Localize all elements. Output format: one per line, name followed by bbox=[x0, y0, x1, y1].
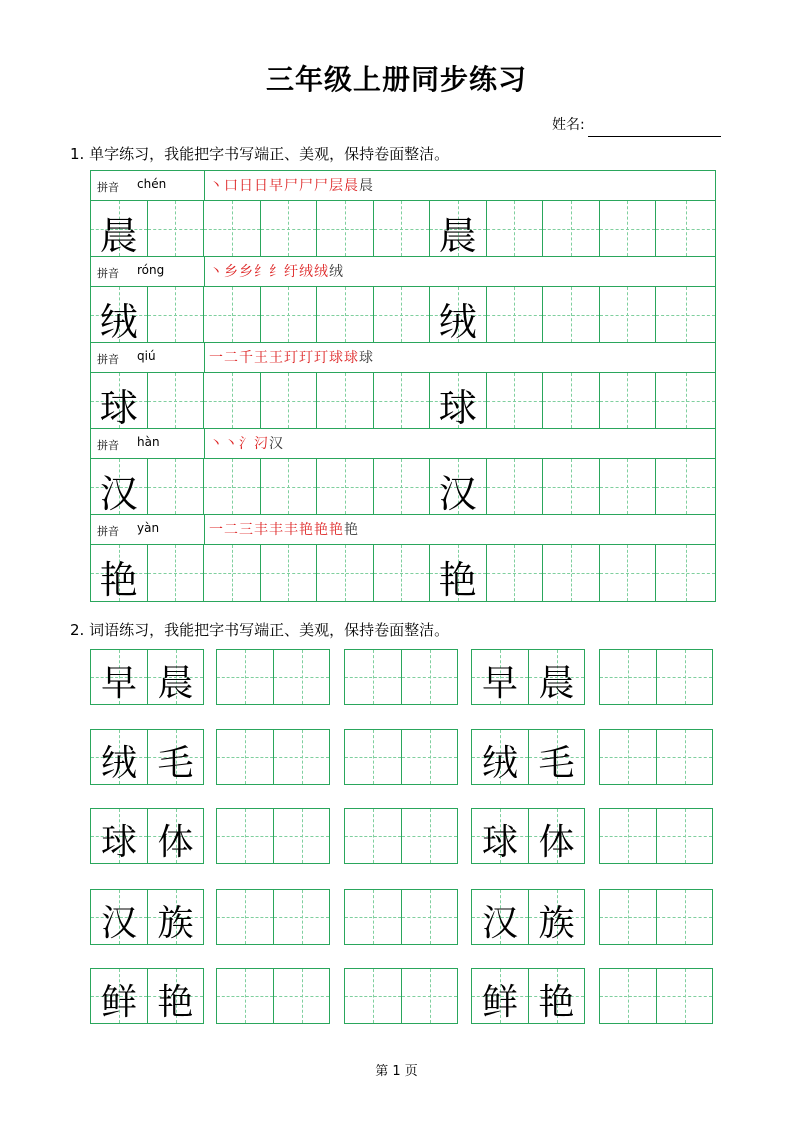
word-char-cell bbox=[472, 969, 528, 1023]
word-writing-cell[interactable] bbox=[656, 809, 712, 863]
word-writing-cell[interactable] bbox=[600, 890, 656, 944]
word-char: 艳 bbox=[538, 982, 575, 1023]
word-writing-cell[interactable] bbox=[273, 650, 329, 704]
pinyin-divider bbox=[204, 343, 205, 372]
word-char: 体 bbox=[538, 822, 575, 863]
word-writing-cell[interactable] bbox=[656, 650, 712, 704]
stroke-step: 球 bbox=[344, 350, 359, 366]
stroke-step: 一 bbox=[209, 350, 224, 366]
writing-cell[interactable] bbox=[543, 459, 600, 514]
word-model-box bbox=[471, 729, 585, 785]
word-writing-cell[interactable] bbox=[401, 650, 457, 704]
stroke-order bbox=[209, 175, 374, 195]
stroke-step: 丶 bbox=[224, 436, 239, 452]
word-writing-box[interactable] bbox=[599, 649, 713, 705]
word-writing-cell[interactable] bbox=[273, 969, 329, 1023]
stroke-step: 纟 bbox=[254, 264, 269, 280]
writing-cell[interactable] bbox=[148, 545, 205, 601]
word-writing-box[interactable] bbox=[344, 889, 458, 945]
word-writing-box[interactable] bbox=[216, 889, 330, 945]
word-char: 汉 bbox=[481, 903, 518, 944]
pinyin-value: chén bbox=[137, 177, 167, 191]
model-char-cell bbox=[91, 545, 148, 601]
writing-cell[interactable] bbox=[600, 373, 657, 428]
stroke-step: 纡 bbox=[284, 264, 299, 280]
stroke-step: 日 bbox=[239, 178, 254, 194]
word-char: 早 bbox=[100, 663, 137, 704]
stroke-step: 汉 bbox=[269, 436, 284, 452]
writing-cell[interactable] bbox=[374, 545, 431, 601]
word-char: 球 bbox=[481, 822, 518, 863]
word-writing-box[interactable] bbox=[599, 968, 713, 1024]
writing-cell[interactable] bbox=[148, 287, 205, 342]
char-row bbox=[91, 201, 715, 257]
writing-cell[interactable] bbox=[487, 287, 544, 342]
page-title: 三年级上册同步练习 bbox=[265, 63, 527, 96]
word-writing-cell[interactable] bbox=[217, 969, 273, 1023]
word-char-cell bbox=[472, 650, 528, 704]
word-writing-cell[interactable] bbox=[345, 890, 401, 944]
pinyin-row bbox=[91, 343, 715, 373]
writing-cell[interactable] bbox=[148, 459, 205, 514]
writing-cell[interactable] bbox=[374, 373, 431, 428]
writing-cell[interactable] bbox=[543, 287, 600, 342]
stroke-step: 丰 bbox=[284, 522, 299, 538]
pinyin-row bbox=[91, 257, 715, 287]
model-char: 汉 bbox=[99, 472, 138, 516]
pinyin-divider bbox=[204, 429, 205, 458]
word-char-cell bbox=[472, 890, 528, 944]
stroke-step: 王 bbox=[254, 350, 269, 366]
writing-cell[interactable] bbox=[600, 545, 657, 601]
stroke-step: 晨 bbox=[344, 178, 359, 194]
trace-char-cell[interactable] bbox=[430, 201, 487, 256]
stroke-step: 丰 bbox=[269, 522, 284, 538]
stroke-step: 尸 bbox=[314, 178, 329, 194]
stroke-step: 日 bbox=[254, 178, 269, 194]
pinyin-divider bbox=[204, 515, 205, 544]
word-char: 族 bbox=[157, 903, 194, 944]
word-char-cell bbox=[147, 969, 203, 1023]
page-footer: 第 1 页 bbox=[375, 1064, 418, 1079]
word-writing-cell[interactable] bbox=[345, 730, 401, 784]
writing-cell[interactable] bbox=[543, 201, 600, 256]
word-writing-cell[interactable] bbox=[401, 969, 457, 1023]
word-writing-cell[interactable] bbox=[656, 969, 712, 1023]
word-char-cell bbox=[147, 730, 203, 784]
writing-cell[interactable] bbox=[656, 373, 715, 428]
trace-char-cell[interactable] bbox=[430, 545, 487, 601]
model-char: 艳 bbox=[99, 558, 138, 602]
writing-cell[interactable] bbox=[317, 373, 374, 428]
pinyin-label: 拼音 bbox=[97, 525, 119, 538]
stroke-step: 球 bbox=[329, 350, 344, 366]
word-char: 晨 bbox=[157, 663, 194, 704]
word-char-cell bbox=[472, 809, 528, 863]
trace-char-cell[interactable] bbox=[430, 373, 487, 428]
pinyin-divider bbox=[204, 171, 205, 200]
trace-char-cell[interactable] bbox=[430, 459, 487, 514]
word-char: 族 bbox=[538, 903, 575, 944]
word-writing-cell[interactable] bbox=[273, 730, 329, 784]
single-char-grid bbox=[90, 170, 716, 602]
writing-cell[interactable] bbox=[261, 545, 318, 601]
word-writing-cell[interactable] bbox=[273, 809, 329, 863]
trace-char: 汉 bbox=[438, 472, 477, 516]
pinyin-label: 拼音 bbox=[97, 439, 119, 452]
pinyin-row bbox=[91, 171, 715, 201]
word-char: 艳 bbox=[157, 982, 194, 1023]
stroke-step: 丶 bbox=[209, 436, 224, 452]
word-char: 毛 bbox=[157, 743, 194, 784]
stroke-order bbox=[209, 433, 284, 453]
word-model-box bbox=[90, 649, 204, 705]
word-model-box bbox=[90, 889, 204, 945]
char-row bbox=[91, 373, 715, 429]
section1-title: 1. 单字练习，我能把字书写端正、美观，保持卷面整洁。 bbox=[70, 145, 450, 163]
pinyin-value: qiú bbox=[137, 349, 156, 363]
stroke-step: 王 bbox=[269, 350, 284, 366]
pinyin-row bbox=[91, 429, 715, 459]
stroke-step: 艳 bbox=[344, 522, 359, 538]
word-char: 晨 bbox=[538, 663, 575, 704]
writing-cell[interactable] bbox=[600, 201, 657, 256]
word-writing-cell[interactable] bbox=[273, 890, 329, 944]
section2-title: 2. 词语练习，我能把字书写端正、美观，保持卷面整洁。 bbox=[70, 621, 450, 639]
writing-cell[interactable] bbox=[261, 373, 318, 428]
word-char-cell bbox=[91, 650, 147, 704]
stroke-order bbox=[209, 519, 359, 539]
writing-cell[interactable] bbox=[204, 287, 261, 342]
word-writing-cell[interactable] bbox=[217, 890, 273, 944]
word-writing-cell[interactable] bbox=[401, 890, 457, 944]
pinyin-value: róng bbox=[137, 263, 165, 277]
word-writing-cell[interactable] bbox=[600, 809, 656, 863]
word-writing-box[interactable] bbox=[344, 729, 458, 785]
word-char: 汉 bbox=[100, 903, 137, 944]
writing-cell[interactable] bbox=[204, 373, 261, 428]
model-char: 绒 bbox=[99, 300, 138, 344]
stroke-step: 绒 bbox=[314, 264, 329, 280]
model-char: 晨 bbox=[99, 214, 138, 258]
pinyin-divider bbox=[204, 257, 205, 286]
char-row bbox=[91, 545, 715, 601]
stroke-step: 玎 bbox=[314, 350, 329, 366]
stroke-step: 汈 bbox=[254, 436, 269, 452]
pinyin-label: 拼音 bbox=[97, 267, 119, 280]
word-char: 鲜 bbox=[481, 982, 518, 1023]
word-writing-cell[interactable] bbox=[217, 650, 273, 704]
word-writing-cell[interactable] bbox=[345, 650, 401, 704]
writing-cell[interactable] bbox=[374, 459, 431, 514]
word-writing-cell[interactable] bbox=[656, 890, 712, 944]
stroke-step: 二 bbox=[224, 350, 239, 366]
writing-cell[interactable] bbox=[148, 201, 205, 256]
stroke-order bbox=[209, 261, 344, 281]
pinyin-value: hàn bbox=[137, 435, 160, 449]
stroke-step: 艳 bbox=[314, 522, 329, 538]
trace-char-cell[interactable] bbox=[430, 287, 487, 342]
word-writing-cell[interactable] bbox=[345, 809, 401, 863]
word-char: 早 bbox=[481, 663, 518, 704]
writing-cell[interactable] bbox=[204, 459, 261, 514]
word-char-cell bbox=[147, 809, 203, 863]
word-char-cell bbox=[91, 809, 147, 863]
stroke-step: 三 bbox=[239, 522, 254, 538]
word-char-cell bbox=[528, 969, 584, 1023]
stroke-step: 丶 bbox=[209, 264, 224, 280]
word-writing-box[interactable] bbox=[216, 808, 330, 864]
writing-cell[interactable] bbox=[261, 201, 318, 256]
writing-cell[interactable] bbox=[374, 201, 431, 256]
name-input-line[interactable] bbox=[588, 136, 721, 137]
stroke-step: 二 bbox=[224, 522, 239, 538]
word-writing-box[interactable] bbox=[216, 968, 330, 1024]
word-writing-box[interactable] bbox=[599, 889, 713, 945]
writing-cell[interactable] bbox=[543, 545, 600, 601]
stroke-step: 球 bbox=[359, 350, 374, 366]
pinyin-label: 拼音 bbox=[97, 353, 119, 366]
stroke-step: 尸 bbox=[299, 178, 314, 194]
stroke-step: 口 bbox=[224, 178, 239, 194]
writing-cell[interactable] bbox=[656, 287, 715, 342]
word-writing-cell[interactable] bbox=[656, 730, 712, 784]
word-writing-box[interactable] bbox=[216, 729, 330, 785]
word-char-cell bbox=[91, 969, 147, 1023]
stroke-step: 尸 bbox=[284, 178, 299, 194]
stroke-step: 丶 bbox=[209, 178, 224, 194]
stroke-step: 艳 bbox=[329, 522, 344, 538]
writing-cell[interactable] bbox=[656, 459, 715, 514]
model-char-cell bbox=[91, 459, 148, 514]
stroke-step: 绒 bbox=[329, 264, 344, 280]
writing-cell[interactable] bbox=[261, 459, 318, 514]
word-char-cell bbox=[147, 890, 203, 944]
word-char-cell bbox=[472, 730, 528, 784]
word-char: 鲜 bbox=[100, 982, 137, 1023]
stroke-step: 层 bbox=[329, 178, 344, 194]
char-row bbox=[91, 459, 715, 515]
word-writing-box[interactable] bbox=[599, 729, 713, 785]
model-char: 球 bbox=[99, 386, 138, 430]
char-row bbox=[91, 287, 715, 343]
stroke-step: 玎 bbox=[299, 350, 314, 366]
writing-cell[interactable] bbox=[317, 287, 374, 342]
word-char: 毛 bbox=[538, 743, 575, 784]
writing-cell[interactable] bbox=[656, 545, 715, 601]
stroke-step: 早 bbox=[269, 178, 284, 194]
writing-cell[interactable] bbox=[487, 201, 544, 256]
word-model-box bbox=[471, 889, 585, 945]
writing-cell[interactable] bbox=[374, 287, 431, 342]
word-model-box bbox=[471, 968, 585, 1024]
model-char-cell bbox=[91, 287, 148, 342]
word-char: 绒 bbox=[481, 743, 518, 784]
stroke-step: 乡 bbox=[239, 264, 254, 280]
writing-cell[interactable] bbox=[317, 545, 374, 601]
word-char: 球 bbox=[100, 822, 137, 863]
stroke-step: 千 bbox=[239, 350, 254, 366]
word-char-cell bbox=[91, 890, 147, 944]
writing-cell[interactable] bbox=[317, 459, 374, 514]
stroke-step: 晨 bbox=[359, 178, 374, 194]
word-model-box bbox=[90, 808, 204, 864]
word-char-cell bbox=[528, 890, 584, 944]
stroke-step: 纟 bbox=[269, 264, 284, 280]
stroke-step: 艳 bbox=[299, 522, 314, 538]
word-model-box bbox=[471, 649, 585, 705]
writing-cell[interactable] bbox=[261, 287, 318, 342]
word-char-cell bbox=[528, 809, 584, 863]
writing-cell[interactable] bbox=[487, 373, 544, 428]
pinyin-value: yàn bbox=[137, 521, 160, 535]
word-char: 体 bbox=[157, 822, 194, 863]
word-writing-box[interactable] bbox=[216, 649, 330, 705]
stroke-step: 乡 bbox=[224, 264, 239, 280]
trace-char: 晨 bbox=[438, 214, 477, 258]
word-writing-cell[interactable] bbox=[217, 809, 273, 863]
writing-cell[interactable] bbox=[204, 201, 261, 256]
writing-cell[interactable] bbox=[204, 545, 261, 601]
writing-cell[interactable] bbox=[487, 545, 544, 601]
stroke-step: 玎 bbox=[284, 350, 299, 366]
stroke-step: 绒 bbox=[299, 264, 314, 280]
pinyin-label: 拼音 bbox=[97, 181, 119, 194]
word-model-box bbox=[90, 968, 204, 1024]
word-writing-cell[interactable] bbox=[401, 809, 457, 863]
model-char-cell bbox=[91, 373, 148, 428]
writing-cell[interactable] bbox=[656, 201, 715, 256]
stroke-step: 丰 bbox=[254, 522, 269, 538]
word-writing-cell[interactable] bbox=[600, 650, 656, 704]
writing-cell[interactable] bbox=[148, 373, 205, 428]
word-writing-cell[interactable] bbox=[345, 969, 401, 1023]
word-char-cell bbox=[147, 650, 203, 704]
stroke-order bbox=[209, 347, 374, 367]
pinyin-row bbox=[91, 515, 715, 545]
word-char-cell bbox=[528, 730, 584, 784]
word-model-box bbox=[90, 729, 204, 785]
stroke-step: 一 bbox=[209, 522, 224, 538]
word-writing-box[interactable] bbox=[344, 649, 458, 705]
writing-cell[interactable] bbox=[600, 459, 657, 514]
writing-cell[interactable] bbox=[600, 287, 657, 342]
word-model-box bbox=[471, 808, 585, 864]
word-writing-cell[interactable] bbox=[600, 730, 656, 784]
writing-cell[interactable] bbox=[543, 373, 600, 428]
word-writing-box[interactable] bbox=[599, 808, 713, 864]
word-char-cell bbox=[91, 730, 147, 784]
word-char: 绒 bbox=[100, 743, 137, 784]
word-char-cell bbox=[528, 650, 584, 704]
model-char-cell bbox=[91, 201, 148, 256]
word-writing-box[interactable] bbox=[344, 968, 458, 1024]
word-writing-cell[interactable] bbox=[600, 969, 656, 1023]
word-writing-cell[interactable] bbox=[217, 730, 273, 784]
trace-char: 绒 bbox=[438, 300, 477, 344]
word-writing-box[interactable] bbox=[344, 808, 458, 864]
writing-cell[interactable] bbox=[317, 201, 374, 256]
trace-char: 球 bbox=[438, 386, 477, 430]
trace-char: 艳 bbox=[438, 558, 477, 602]
word-writing-cell[interactable] bbox=[401, 730, 457, 784]
writing-cell[interactable] bbox=[487, 459, 544, 514]
name-label: 姓名: bbox=[552, 117, 585, 133]
stroke-step: 氵 bbox=[239, 436, 254, 452]
